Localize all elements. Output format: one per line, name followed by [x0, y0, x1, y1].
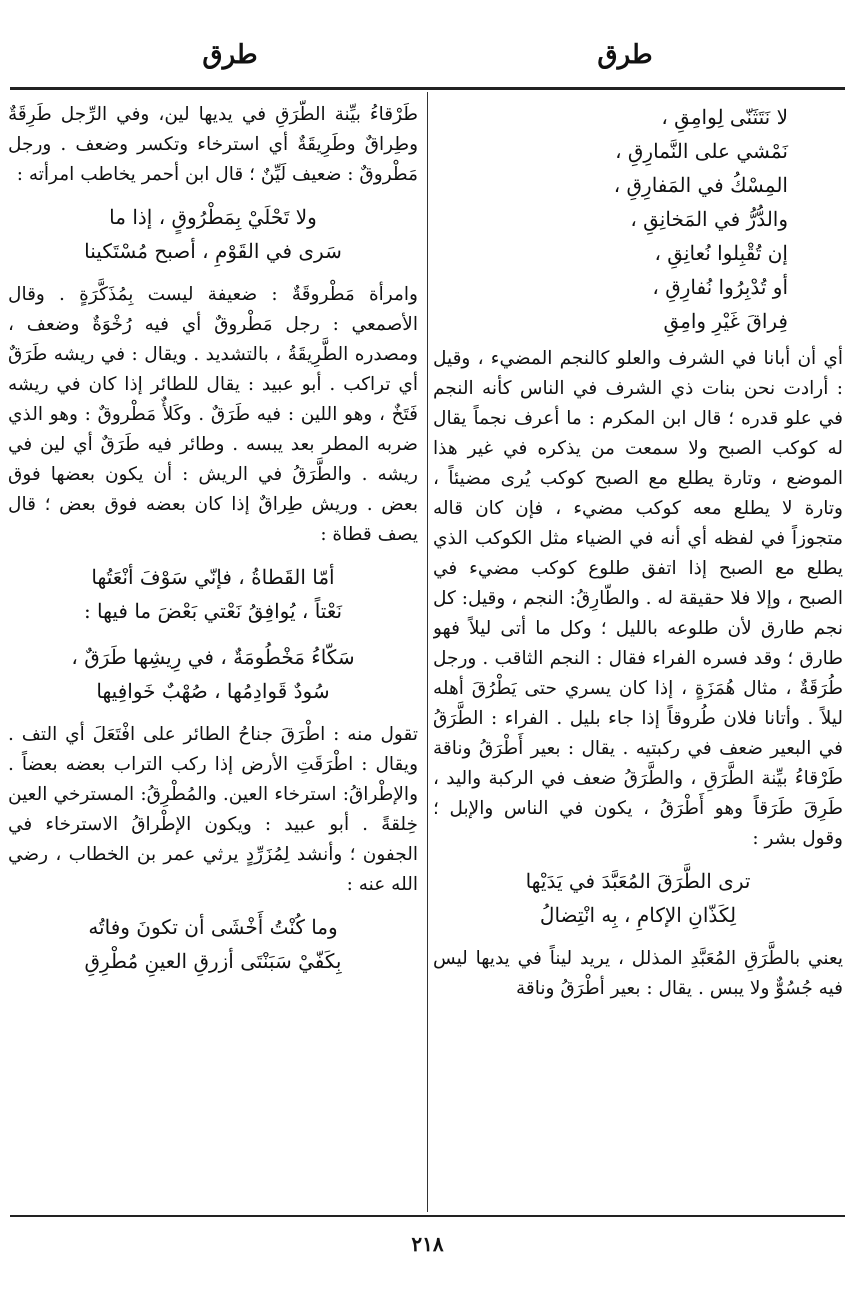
right-column — [433, 100, 843, 1208]
verse-line: والدُّرُّ في المَخانِقِ ، — [630, 207, 788, 231]
verse-line: لا نَتَثَنّى لِوامِقِ ، — [661, 105, 788, 129]
page-number: ٢١٨ — [411, 1232, 444, 1256]
verse-line: نَمْشي على النَّمارِقِ ، — [615, 139, 788, 163]
couplet-line: سُودٌ قَوادِمُها ، صُهْبٌ خَوافِيها — [96, 679, 330, 703]
couplet-line: نَعْتاً ، يُوافِقُ نَعْتي بَعْضَ ما فيها : — [83, 599, 343, 623]
paragraph: طَرْقاءُ بيِّنة الطَّرَقِ في يديها لين، وفي الرِّجل طَرِقَةٌ وطِراقٌ وطَرِيقَةٌ أي استرخاء وتكسر وضعف . ورجل مَطْروقٌ : ضعيف لَيِّنٌ ؛ قال ابن أحمر يخاطب امرأته : — [8, 104, 418, 185]
verse-line: فِراقَ غَيْرِ وامِقِ — [663, 309, 788, 333]
paragraph: يعني بالطَّرَقِ المُعَبَّدِ المذلل ، يريد ليناً في يديها ليس فيه جُسُوٌّ ولا يبس . يقال : بعير أطْرَقُ وناقة — [433, 948, 843, 999]
poetry-couplet — [433, 864, 843, 932]
header-left-title: طرق — [202, 40, 258, 70]
top-rule — [10, 87, 845, 90]
couplet-line: أمّا القَطاةُ ، فإنّي سَوْفَ أنْعَتُها — [91, 565, 335, 589]
paragraph: وامرأة مَطْروقَةٌ : ضعيفة ليست بِمُذَكَّرَةٍ . وقال الأصمعي : رجل مَطْروقٌ أي فيه رُخْوَةٌ وضعف ، ومصدره الطَّرِيقَةُ ، بالتشديد . ويقال : في ريشه طَرَقٌ أي تراكب . أبو عبيد : يقال للطائر إذا كان في ريشه فَتَخٌ ، وهو اللين : فيه طَرَقٌ . وكَلأٌ مَطْروقٌ : وهو الذي ضربه المطر بعد يبسه . وطائر فيه طَرَقٌ أي لين في ريشه . والطَّرَقُ في الريش : أن يكون بعضها فوق بعض . وريش طِراقٌ إذا كان بعضه فوق بعض ؛ قال يصف قطاة : — [8, 284, 418, 545]
poetry-couplet — [8, 910, 418, 978]
paragraph: أي أن أبانا في الشرف والعلو كالنجم المضيء ، وقيل : أرادت نحن بنات ذي الشرف في الناس كأنه النجم في علو قدره ؛ قال ابن المكرم : ما أعرف نجماً يقال له كوكب الصبح ولا سمعت من يذكره في غير هذا الموضع ، وتارة يطلع مع الصبح كوكب يُرى مضيئاً ، وتارة لا يطلع معه كوكب مضيء ، فإن كان قاله متجوزاً في لفظه أي أنه في الضياء مثل الكوكب الذي يطلع مع الصبح إذا اتفق طلوع كوكب مضيء في الصبح ، وإلا فلا حقيقة له . والطّارِقُ: النجم ، وقيل: كل نجم طارق لأن طلوعه بالليل ؛ وكل ما أتى ليلاً فهو طارق ؛ وقد فسره الفراء فقال : النجم الثاقب . ورجل طُرَقَةٌ ، مثال هُمَزَةٍ ، إذا كان يسري حتى يَطْرُقَ أهله ليلاً . وأتانا فلان طُروقاً إذا جاء بليل . الفراء : الطَّرَقُ في البعير ضعف في ركبتيه . يقال : بعير أَطْرَقُ وناقة طَرْقاءُ بيِّنة الطَّرَقِ ، والطَّرَقُ ضعف في الركبة واليد ، طَرِقَ طَرَقاً وهو أَطْرَقُ ، يكون في الناس والإبل ؛ وقول بشر : — [433, 348, 843, 849]
paragraph: تقول منه : اطْرَقَ جناحُ الطائر على افْتَعَلَ أي التف . ويقال : اطْرَقَتِ الأرض إذا ركب التراب بعضه بعضاً . والإطْراقُ: استرخاء العين. والمُطْرِقُ: المسترخي العين خِلقةً . أبو عبيد : ويكون الإطْراقُ الاسترخاء في الجفون ؛ وأنشد لِمُزَرِّدٍ يرثي عمر بن الخطاب ، رضي الله عنه : — [8, 724, 418, 895]
poetry-couplet — [8, 200, 418, 268]
couplet-line: ترى الطَّرَقَ المُعَبَّدَ في يَدَيْها — [525, 869, 751, 893]
couplet-line: ولا تَحْلَيْ بِمَطْرُوقٍ ، إذا ما — [109, 205, 317, 229]
verse-block — [433, 100, 843, 338]
couplet-line: سَكّاءُ مَخْطُومَةٌ ، في رِيشِها طَرَقٌ ، — [71, 645, 355, 669]
page-header — [0, 40, 855, 80]
poetry-couplet — [8, 560, 418, 628]
poetry-couplet — [8, 640, 418, 708]
couplet-line: سَرى في القَوْمِ ، أصبح مُسْتَكينا — [84, 239, 342, 263]
couplet-line: بِكَفّيْ سَبَنْتَى أزرقِ العينِ مُطْرِقِ — [84, 949, 342, 973]
left-column — [8, 100, 418, 1208]
verse-line: أو تُدْبِرُوا نُفارِقِ ، — [652, 275, 788, 299]
header-right-title: طرق — [597, 40, 653, 70]
column-divider — [427, 92, 428, 1212]
verse-line: إن تُقْبِلوا نُعانِقِ ، — [654, 241, 788, 265]
couplet-line: لِكَذّانِ الإكامِ ، بِه انْتِضالُ — [539, 903, 737, 927]
bottom-rule — [10, 1215, 845, 1217]
couplet-line: وما كُنْتُ أَخْشَى أن تكونَ وفاتُه — [88, 915, 338, 939]
verse-line: المِسْكُ في المَفارِقِ ، — [613, 173, 788, 197]
